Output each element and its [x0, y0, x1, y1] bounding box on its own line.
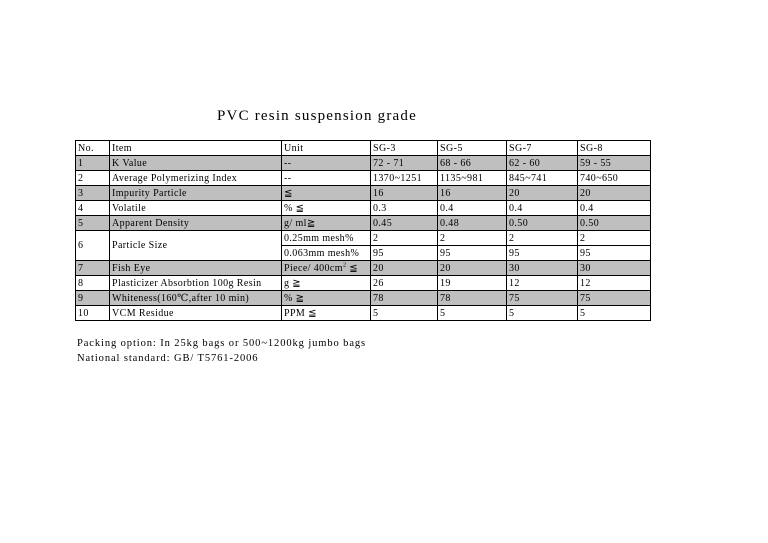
row-value: 78: [438, 291, 507, 306]
row-value: 95: [578, 246, 651, 261]
unit-tail: ≦: [346, 262, 359, 274]
table-row: [76, 156, 651, 171]
unit-text: Piece/ 400cm: [284, 262, 343, 274]
standard-note: National standard: GB/ T5761-2006: [77, 353, 259, 364]
row-unit: 0.25mm mesh%: [282, 231, 371, 246]
row-value: 72 - 71: [371, 156, 438, 171]
unit-text: --: [284, 172, 292, 184]
row-value: 1135~981: [438, 171, 507, 186]
row-value: 95: [371, 246, 438, 261]
header-sg5: SG-5: [438, 141, 507, 156]
row-no: 6: [76, 231, 110, 261]
row-value: 2: [507, 231, 578, 246]
row-value: 20: [438, 261, 507, 276]
header-sg7: SG-7: [507, 141, 578, 156]
table-row: [76, 261, 651, 276]
row-value: 2: [438, 231, 507, 246]
unit-text: g/ ml≧: [284, 217, 316, 229]
spec-table: [75, 140, 651, 321]
row-item: Apparent Density: [110, 216, 282, 231]
row-item: Average Polymerizing Index: [110, 171, 282, 186]
row-value: 20: [578, 186, 651, 201]
row-value: 30: [578, 261, 651, 276]
row-no: 5: [76, 216, 110, 231]
unit-superscript: 2: [342, 262, 347, 269]
row-value: 5: [578, 306, 651, 321]
row-value: 0.3: [371, 201, 438, 216]
table-row: [76, 201, 651, 216]
row-no: 9: [76, 291, 110, 306]
row-no: 8: [76, 276, 110, 291]
row-value: 62 - 60: [507, 156, 578, 171]
row-item: K Value: [110, 156, 282, 171]
row-value: 2: [578, 231, 651, 246]
header-sg8: SG-8: [578, 141, 651, 156]
row-value: 5: [371, 306, 438, 321]
row-unit: [282, 216, 371, 231]
row-no: 1: [76, 156, 110, 171]
row-item: Particle Size: [110, 231, 282, 261]
table-row: [76, 216, 651, 231]
row-value: 95: [438, 246, 507, 261]
unit-text: ≦: [284, 187, 293, 199]
unit-text: % ≧: [284, 292, 305, 304]
header-item: Item: [110, 141, 282, 156]
row-value: 2: [371, 231, 438, 246]
row-value: 845~741: [507, 171, 578, 186]
row-value: 1370~1251: [371, 171, 438, 186]
row-value: 0.50: [507, 216, 578, 231]
row-value: 20: [507, 186, 578, 201]
table-row: [76, 231, 651, 246]
row-unit: [282, 156, 371, 171]
row-no: 4: [76, 201, 110, 216]
table-row: [76, 291, 651, 306]
row-value: 95: [507, 246, 578, 261]
row-item: Plasticizer Absorbtion 100g Resin: [110, 276, 282, 291]
row-item: Whiteness(160℃,after 10 min): [110, 291, 282, 306]
unit-text: PPM ≦: [284, 307, 317, 319]
row-unit: [282, 261, 371, 276]
unit-text: g ≧: [284, 277, 302, 289]
packing-note: Packing option: In 25kg bags or 500~1200kg jumbo bags: [77, 338, 367, 349]
header-sg3: SG-3: [371, 141, 438, 156]
row-unit: [282, 291, 371, 306]
table-row: [76, 276, 651, 291]
row-no: 2: [76, 171, 110, 186]
row-value: 16: [371, 186, 438, 201]
row-no: 3: [76, 186, 110, 201]
row-item: Volatile: [110, 201, 282, 216]
header-no: No.: [76, 141, 110, 156]
notes: [77, 336, 366, 366]
row-value: 0.45: [371, 216, 438, 231]
row-value: 59 - 55: [578, 156, 651, 171]
row-value: 68 - 66: [438, 156, 507, 171]
table-header-row: [76, 141, 651, 156]
row-value: 5: [438, 306, 507, 321]
table-row: [76, 186, 651, 201]
row-value: 0.48: [438, 216, 507, 231]
row-value: 75: [578, 291, 651, 306]
row-value: 19: [438, 276, 507, 291]
row-unit: [282, 201, 371, 216]
row-value: 30: [507, 261, 578, 276]
row-unit: [282, 276, 371, 291]
spec-table-body: [76, 141, 651, 321]
header-unit: Unit: [282, 141, 371, 156]
row-value: 12: [578, 276, 651, 291]
row-unit: [282, 171, 371, 186]
row-value: 0.4: [507, 201, 578, 216]
row-value: 740~650: [578, 171, 651, 186]
row-value: 26: [371, 276, 438, 291]
table-row: [76, 306, 651, 321]
row-value: 0.4: [578, 201, 651, 216]
row-no: 7: [76, 261, 110, 276]
row-unit: [282, 186, 371, 201]
table-row: [76, 171, 651, 186]
row-value: 12: [507, 276, 578, 291]
row-no: 10: [76, 306, 110, 321]
row-value: 20: [371, 261, 438, 276]
row-unit: 0.063mm mesh%: [282, 246, 371, 261]
row-value: 16: [438, 186, 507, 201]
row-item: Fish Eye: [110, 261, 282, 276]
unit-text: --: [284, 157, 292, 169]
row-item: VCM Residue: [110, 306, 282, 321]
unit-text: % ≦: [284, 202, 305, 214]
row-value: 78: [371, 291, 438, 306]
row-unit: [282, 306, 371, 321]
row-item: Impurity Particle: [110, 186, 282, 201]
page-title: PVC resin suspension grade: [217, 108, 417, 124]
row-value: 5: [507, 306, 578, 321]
row-value: 0.50: [578, 216, 651, 231]
row-value: 75: [507, 291, 578, 306]
row-value: 0.4: [438, 201, 507, 216]
